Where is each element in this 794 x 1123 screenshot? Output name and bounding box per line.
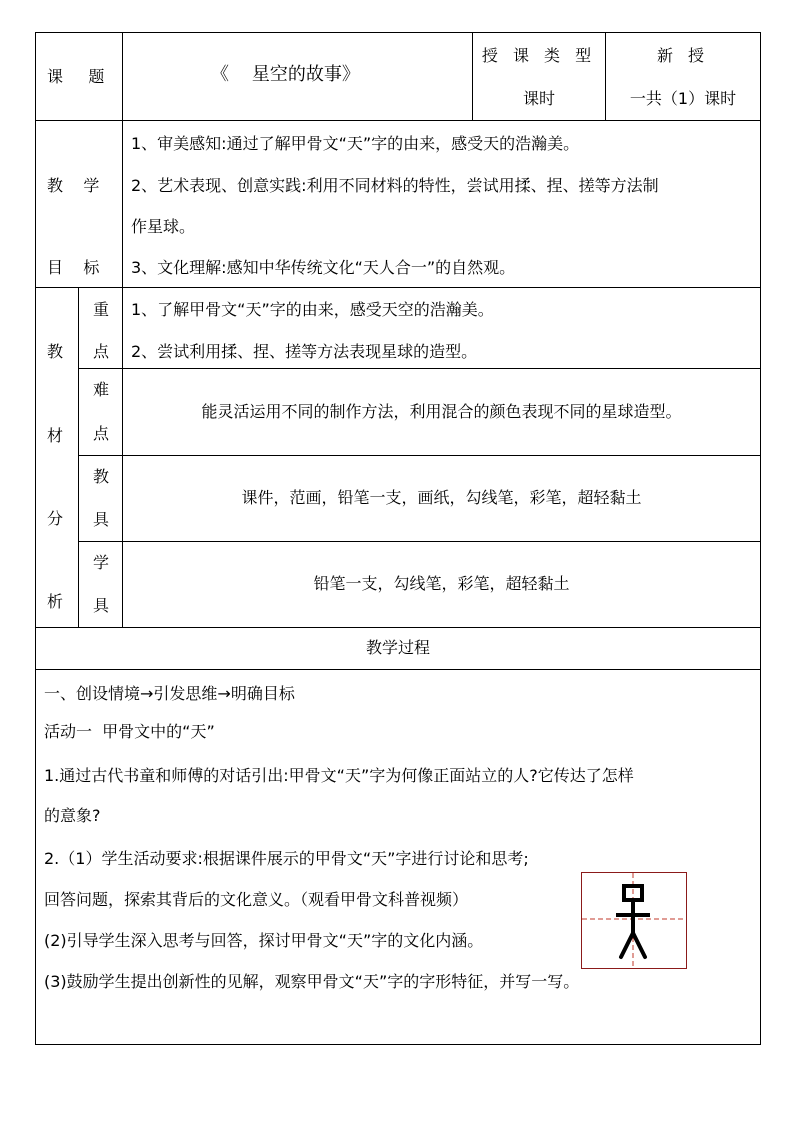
process-line: (2)引导学生深入思考与回答，探讨甲骨文“天”字的文化内涵。 — [44, 931, 484, 950]
objectives-label-2: 目 标 — [47, 258, 100, 277]
table-border-right — [760, 32, 761, 1045]
teaching-tools-label-char: 具 — [93, 510, 110, 529]
row-divider-header — [35, 120, 761, 121]
lesson-hours-label: 课时 — [522, 89, 555, 108]
process-line: 2.（1）学生活动要求:根据课件展示的甲骨文“天”字进行讨论和思考; — [44, 849, 529, 868]
difficulty-label-char: 点 — [93, 424, 110, 443]
row-divider-objectives — [35, 287, 761, 288]
lesson-type-value: 新 授 — [656, 46, 710, 65]
objective-line: 作星球。 — [131, 217, 196, 236]
analysis-label-char: 教 — [47, 342, 64, 361]
learning-tools-label-char: 具 — [93, 596, 110, 615]
table-border-left — [35, 32, 36, 1045]
objectives-label-1: 教 学 — [47, 176, 100, 195]
process-line: 活动一 甲骨文中的“天” — [44, 722, 215, 741]
process-line: 一、创设情境→引发思维→明确目标 — [44, 684, 295, 703]
process-line: 1.通过古代书童和师傅的对话引出:甲骨文“天”字为何像正面站立的人?它传达了怎样 — [44, 766, 634, 785]
learning-tools-label-char: 学 — [93, 553, 110, 572]
keypoint-line: 1、了解甲骨文“天”字的由来，感受天空的浩瀚美。 — [131, 300, 494, 319]
teaching-tools-text: 课件，范画，铅笔一支，画纸，勾线笔，彩笔，超轻黏土 — [241, 488, 642, 507]
process-line: (3)鼓励学生提出创新性的见解，观察甲骨文“天”字的字形特征，并写一写。 — [44, 972, 580, 991]
row-divider-process-heading — [35, 669, 761, 670]
process-heading: 教学过程 — [365, 638, 430, 657]
col-divider-label — [122, 32, 123, 287]
oracle-tian-glyph — [582, 873, 685, 967]
process-line: 回答问题，探索其背后的文化意义。（观看甲骨文科普视频） — [44, 890, 469, 909]
table-border-bottom — [35, 1044, 761, 1045]
process-line: 的意象? — [44, 806, 101, 825]
learning-tools-text: 铅笔一支，勾线笔，彩笔，超轻黏土 — [313, 574, 570, 593]
analysis-label-char: 材 — [47, 426, 64, 445]
difficulty-label-char: 难 — [93, 380, 110, 399]
keypoints-label-char: 点 — [93, 342, 110, 361]
row-divider-keypoints — [78, 368, 761, 369]
col-divider-analysis-outer — [78, 287, 79, 627]
analysis-label-char: 析 — [47, 592, 64, 611]
objective-line: 1、审美感知:通过了解甲骨文“天”字的由来，感受天的浩瀚美。 — [131, 134, 580, 153]
analysis-label-char: 分 — [47, 509, 64, 528]
teaching-tools-label-char: 教 — [93, 467, 110, 486]
oracle-tian-character-image — [581, 872, 687, 969]
lesson-label: 课 题 — [47, 67, 105, 86]
keypoints-label-char: 重 — [93, 300, 110, 319]
lesson-title: 《 星空的故事》 — [211, 64, 360, 85]
table-border-top — [35, 32, 761, 33]
row-divider-difficulty — [78, 455, 761, 456]
difficulty-text: 能灵活运用不同的制作方法，利用混合的颜色表现不同的星球造型。 — [201, 402, 682, 421]
lesson-type-label: 授 课 类 型 — [481, 46, 597, 65]
row-divider-tools — [78, 541, 761, 542]
keypoint-line: 2、尝试利用揉、捏、搓等方法表现星球的造型。 — [131, 342, 478, 361]
lesson-hours-value: 一共（1）课时 — [629, 89, 737, 108]
row-divider-analysis — [35, 627, 761, 628]
objective-line: 3、文化理解:感知中华传统文化“天人合一”的自然观。 — [131, 258, 516, 277]
objective-line: 2、艺术表现、创意实践:利用不同材料的特性，尝试用揉、捏、搓等方法制 — [131, 176, 659, 195]
